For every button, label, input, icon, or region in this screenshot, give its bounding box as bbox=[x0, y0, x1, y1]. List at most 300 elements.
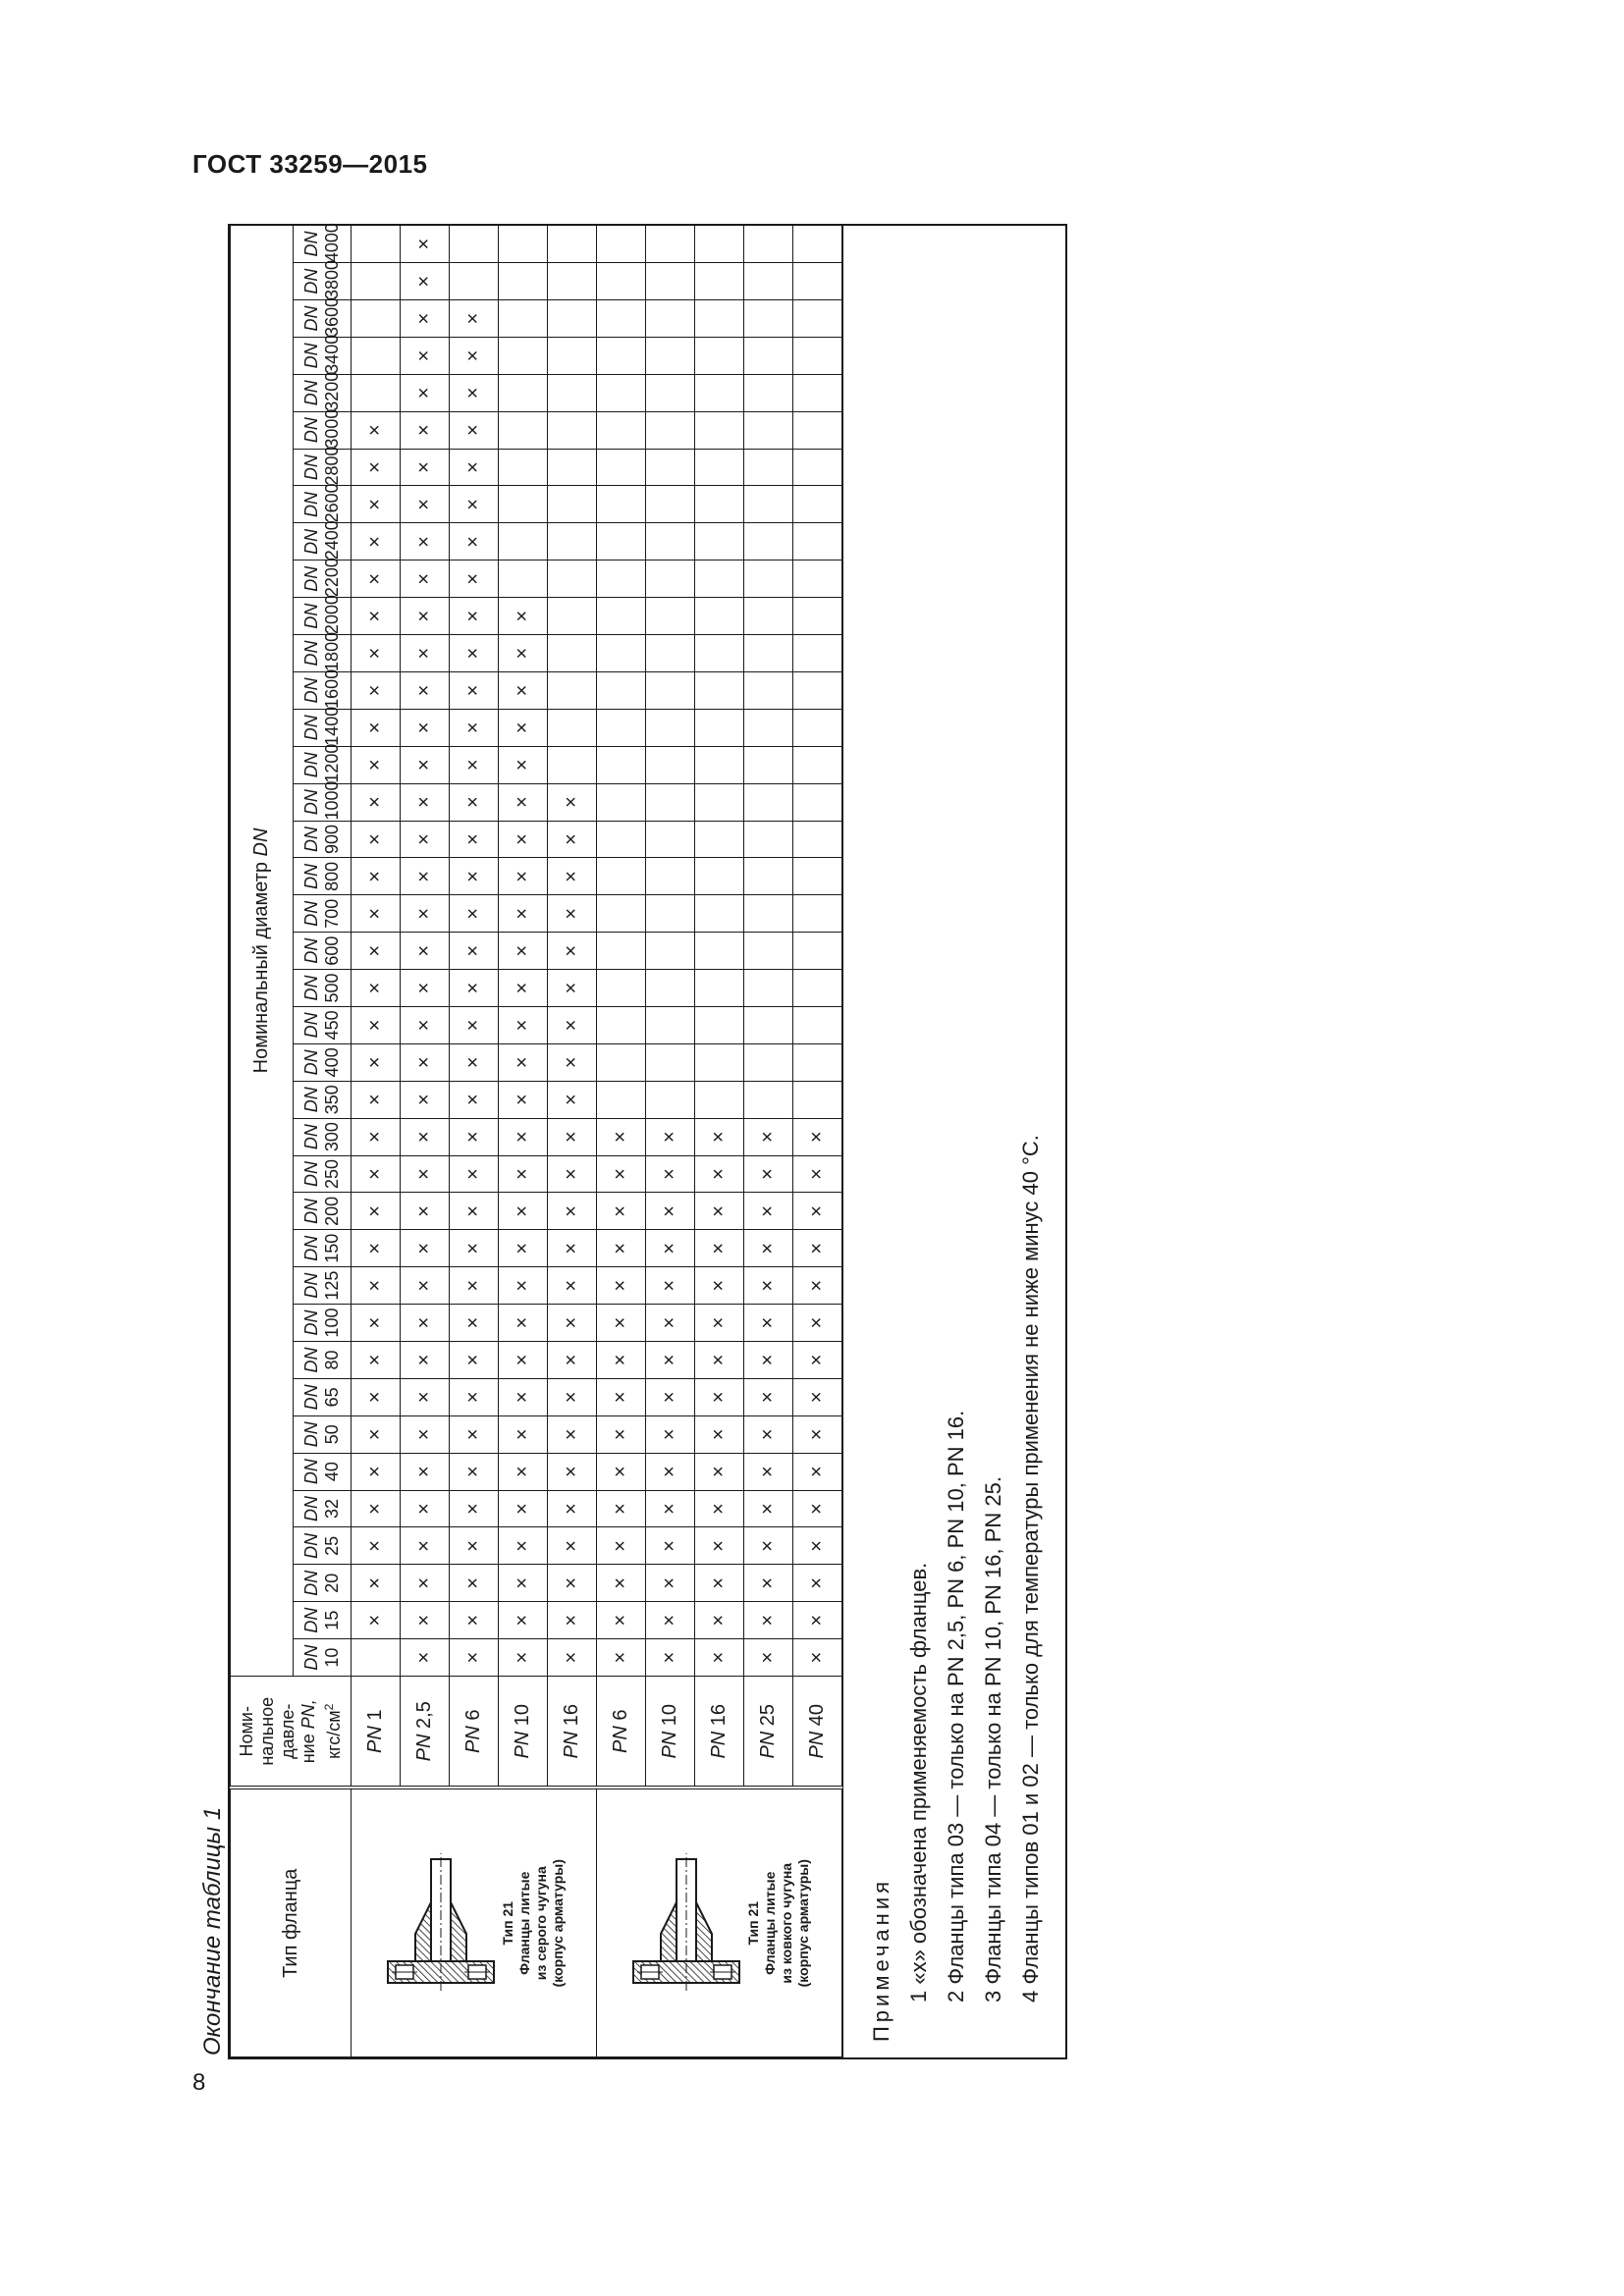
applicability-cell bbox=[646, 561, 695, 598]
applicability-cell: × bbox=[695, 1305, 744, 1342]
applicability-cell: × bbox=[793, 1378, 842, 1415]
dn-value: 3400 bbox=[321, 334, 342, 374]
pn-value: 16 bbox=[708, 1703, 730, 1727]
applicability-cell: × bbox=[450, 374, 499, 411]
applicability-cell: × bbox=[352, 1155, 401, 1193]
applicability-cell bbox=[744, 1081, 793, 1118]
applicability-cell bbox=[744, 970, 793, 1007]
dn-value: 700 bbox=[321, 898, 342, 929]
dn-header-3400 bbox=[293, 334, 351, 374]
applicability-cell bbox=[793, 337, 842, 374]
applicability-cell bbox=[793, 300, 842, 338]
applicability-cell: × bbox=[401, 1565, 450, 1602]
dn-value: 3000 bbox=[321, 408, 342, 449]
dn-header-2000 bbox=[293, 595, 351, 635]
dn-value: 25 bbox=[321, 1535, 342, 1556]
dn-value: 200 bbox=[321, 1196, 342, 1226]
applicability-cell: × bbox=[352, 1193, 401, 1230]
note-item: 2 Фланцы типа 03 — только на PN 2,5, PN 6, PN 10, PN 16. bbox=[944, 1410, 968, 2002]
applicability-cell bbox=[646, 300, 695, 338]
applicability-cell: × bbox=[548, 1006, 597, 1043]
dn-header-1600 bbox=[293, 668, 351, 709]
applicability-cell: × bbox=[548, 821, 597, 858]
dn-prefix: DN bbox=[300, 1459, 321, 1485]
dn-prefix: DN bbox=[300, 1160, 321, 1187]
dn-value: 450 bbox=[321, 1010, 342, 1041]
applicability-cell bbox=[793, 449, 842, 486]
applicability-cell: × bbox=[352, 1378, 401, 1415]
flange-caption-line: Фланцы литые bbox=[515, 1871, 532, 1975]
dn-header-65 bbox=[293, 1378, 351, 1415]
flange-section-icon bbox=[627, 1849, 745, 1997]
applicability-cell: × bbox=[793, 1527, 842, 1565]
applicability-cell: × bbox=[646, 1453, 695, 1490]
table-row bbox=[744, 225, 793, 2056]
applicability-cell: × bbox=[401, 1230, 450, 1267]
applicability-cell bbox=[744, 523, 793, 561]
applicability-cell: × bbox=[450, 1378, 499, 1415]
applicability-cell: × bbox=[401, 709, 450, 746]
applicability-cell: × bbox=[450, 1527, 499, 1565]
applicability-cell: × bbox=[352, 746, 401, 783]
applicability-cell: × bbox=[401, 1267, 450, 1305]
applicability-cell bbox=[646, 671, 695, 709]
dn-prefix: DN bbox=[300, 1347, 321, 1373]
applicability-cell: × bbox=[499, 895, 548, 933]
applicability-cell bbox=[793, 374, 842, 411]
applicability-cell: × bbox=[499, 598, 548, 635]
applicability-cell: × bbox=[548, 1230, 597, 1267]
pn-value: 10 bbox=[659, 1703, 680, 1727]
pn-value: 16 bbox=[561, 1703, 582, 1727]
applicability-cell bbox=[695, 1081, 744, 1118]
applicability-cell: × bbox=[548, 895, 597, 933]
applicability-cell: × bbox=[352, 1453, 401, 1490]
pn-value: 2,5 bbox=[413, 1701, 435, 1729]
applicability-cell bbox=[695, 263, 744, 300]
applicability-cell: × bbox=[450, 783, 499, 821]
applicability-cell bbox=[793, 635, 842, 672]
notes-title: Примечания bbox=[869, 1877, 893, 2042]
dn-prefix: DN bbox=[300, 1644, 321, 1671]
notes-list bbox=[900, 241, 1050, 2042]
diameter-group-label: Номинальный диаметр bbox=[249, 862, 272, 1074]
applicability-cell: × bbox=[793, 1193, 842, 1230]
pressure-header bbox=[231, 1677, 352, 1789]
applicability-cell bbox=[744, 561, 793, 598]
applicability-cell: × bbox=[499, 1378, 548, 1415]
applicability-cell: × bbox=[695, 1267, 744, 1305]
pn-prefix: PN bbox=[413, 1728, 435, 1762]
dn-header-25 bbox=[293, 1527, 351, 1565]
applicability-cell: × bbox=[401, 411, 450, 449]
dn-prefix: DN bbox=[300, 900, 321, 927]
applicability-cell: × bbox=[646, 1230, 695, 1267]
applicability-cell: × bbox=[352, 449, 401, 486]
applicability-cell bbox=[352, 263, 401, 300]
dn-prefix: DN bbox=[300, 1309, 321, 1336]
dn-prefix: DN bbox=[300, 1272, 321, 1299]
flange-caption-line: Тип 21 bbox=[744, 1900, 761, 1946]
dn-prefix: DN bbox=[300, 1012, 321, 1039]
dn-header-800 bbox=[293, 858, 351, 895]
dn-value: 600 bbox=[321, 935, 342, 966]
applicability-cell: × bbox=[499, 933, 548, 970]
dn-prefix: DN bbox=[300, 789, 321, 816]
applicability-cell bbox=[646, 1043, 695, 1081]
applicability-cell: × bbox=[646, 1639, 695, 1677]
applicability-cell: × bbox=[597, 1490, 646, 1527]
applicability-cell: × bbox=[695, 1118, 744, 1155]
dn-header-3000 bbox=[293, 408, 351, 449]
applicability-cell bbox=[744, 635, 793, 672]
applicability-cell: × bbox=[352, 821, 401, 858]
applicability-cell: × bbox=[548, 858, 597, 895]
applicability-cell: × bbox=[450, 561, 499, 598]
dn-prefix: DN bbox=[300, 1532, 321, 1559]
page-number: 8 bbox=[192, 2069, 206, 2096]
applicability-cell: × bbox=[499, 1006, 548, 1043]
dn-header-1200 bbox=[293, 743, 351, 783]
dn-value: 2800 bbox=[321, 446, 342, 486]
pressure-header-unit: кгс/$см^2$ bbox=[322, 1703, 344, 1759]
applicability-cell: × bbox=[499, 1565, 548, 1602]
applicability-cell: × bbox=[352, 783, 401, 821]
applicability-cell: × bbox=[401, 821, 450, 858]
dn-prefix: DN bbox=[300, 454, 321, 481]
applicability-cell: × bbox=[499, 1043, 548, 1081]
applicability-cell bbox=[744, 263, 793, 300]
applicability-cell: × bbox=[744, 1230, 793, 1267]
applicability-cell bbox=[793, 523, 842, 561]
applicability-cell: × bbox=[548, 1453, 597, 1490]
pressure-header-pn: PN, bbox=[298, 1699, 318, 1730]
applicability-cell bbox=[597, 598, 646, 635]
applicability-cell bbox=[793, 1043, 842, 1081]
dn-header-700 bbox=[293, 895, 351, 933]
applicability-cell: × bbox=[450, 1305, 499, 1342]
applicability-cell bbox=[744, 486, 793, 523]
table-row bbox=[548, 225, 597, 2056]
applicability-cell: × bbox=[450, 1639, 499, 1677]
rotated-table-block bbox=[198, 223, 1067, 2061]
dn-value: 4000 bbox=[321, 223, 342, 263]
applicability-cell: × bbox=[548, 1527, 597, 1565]
pressure-cell bbox=[401, 1677, 450, 1789]
dn-value: 1400 bbox=[321, 706, 342, 746]
applicability-cell: × bbox=[744, 1490, 793, 1527]
applicability-cell: × bbox=[450, 1118, 499, 1155]
dn-header-125 bbox=[293, 1267, 351, 1305]
applicability-cell: × bbox=[499, 1415, 548, 1453]
applicability-cell: × bbox=[450, 449, 499, 486]
pn-prefix: PN bbox=[757, 1726, 779, 1759]
applicability-cell: × bbox=[548, 1193, 597, 1230]
applicability-cell bbox=[744, 895, 793, 933]
dn-header-100 bbox=[293, 1305, 351, 1342]
applicability-cell: × bbox=[401, 1043, 450, 1081]
pn-prefix: PN bbox=[610, 1720, 631, 1753]
dn-value: 350 bbox=[321, 1085, 342, 1115]
note-item: 1 «х» обозначена применяемость фланцев. bbox=[906, 1562, 931, 2002]
pressure-header-line-1: Номи- bbox=[237, 1706, 256, 1757]
applicability-cell bbox=[695, 300, 744, 338]
applicability-cell bbox=[646, 449, 695, 486]
applicability-cell: × bbox=[695, 1602, 744, 1639]
applicability-cell: × bbox=[450, 933, 499, 970]
applicability-cell: × bbox=[450, 858, 499, 895]
applicability-cell bbox=[597, 895, 646, 933]
dn-prefix: DN bbox=[300, 1570, 321, 1596]
dn-prefix: DN bbox=[300, 975, 321, 1001]
dn-header-400 bbox=[293, 1043, 351, 1081]
applicability-cell bbox=[597, 709, 646, 746]
applicability-cell: × bbox=[695, 1453, 744, 1490]
dn-prefix: DN bbox=[300, 231, 321, 257]
applicability-cell bbox=[744, 1043, 793, 1081]
applicability-cell bbox=[499, 486, 548, 523]
applicability-cell: × bbox=[695, 1341, 744, 1378]
dn-prefix: DN bbox=[300, 1496, 321, 1522]
applicability-cell: × bbox=[401, 1341, 450, 1378]
applicability-cell bbox=[793, 598, 842, 635]
applicability-cell: × bbox=[352, 486, 401, 523]
applicability-cell bbox=[793, 263, 842, 300]
applicability-cell: × bbox=[499, 1602, 548, 1639]
applicability-cell: × bbox=[352, 1267, 401, 1305]
applicability-cell bbox=[548, 561, 597, 598]
applicability-cell: × bbox=[744, 1305, 793, 1342]
applicability-cell: × bbox=[744, 1415, 793, 1453]
applicability-cell: × bbox=[499, 671, 548, 709]
applicability-cell bbox=[597, 970, 646, 1007]
applicability-cell: × bbox=[548, 933, 597, 970]
applicability-cell bbox=[548, 449, 597, 486]
applicability-cell: × bbox=[401, 374, 450, 411]
applicability-cell bbox=[646, 746, 695, 783]
pressure-cell bbox=[499, 1677, 548, 1789]
dn-value: 3600 bbox=[321, 296, 342, 337]
applicability-cell: × bbox=[646, 1415, 695, 1453]
applicability-cell bbox=[548, 263, 597, 300]
applicability-cell bbox=[695, 746, 744, 783]
table-row bbox=[450, 225, 499, 2056]
applicability-cell bbox=[793, 1081, 842, 1118]
dn-value: 3800 bbox=[321, 260, 342, 300]
applicability-cell: × bbox=[499, 746, 548, 783]
applicability-cell: × bbox=[401, 598, 450, 635]
pressure-cell bbox=[450, 1677, 499, 1789]
applicability-cell: × bbox=[450, 746, 499, 783]
applicability-cell bbox=[695, 561, 744, 598]
applicability-cell: × bbox=[450, 598, 499, 635]
applicability-cell: × bbox=[744, 1565, 793, 1602]
applicability-cell: × bbox=[793, 1453, 842, 1490]
applicability-cell bbox=[548, 523, 597, 561]
applicability-cell bbox=[597, 1006, 646, 1043]
applicability-cell: × bbox=[450, 970, 499, 1007]
applicability-cell: × bbox=[450, 1081, 499, 1118]
dn-header-900 bbox=[293, 821, 351, 858]
notes-block bbox=[842, 226, 1065, 2057]
applicability-cell bbox=[793, 783, 842, 821]
applicability-cell: × bbox=[597, 1193, 646, 1230]
applicability-cell bbox=[646, 783, 695, 821]
dn-prefix: DN bbox=[300, 1607, 321, 1633]
applicability-cell: × bbox=[548, 783, 597, 821]
dn-header-1800 bbox=[293, 631, 351, 672]
applicability-cell bbox=[744, 858, 793, 895]
applicability-cell: × bbox=[352, 1565, 401, 1602]
applicability-cell: × bbox=[548, 1267, 597, 1305]
applicability-cell bbox=[597, 300, 646, 338]
applicability-cell bbox=[597, 671, 646, 709]
applicability-cell: × bbox=[597, 1415, 646, 1453]
applicability-cell: × bbox=[597, 1230, 646, 1267]
applicability-cell bbox=[695, 783, 744, 821]
flange-caption bbox=[500, 1790, 567, 2057]
applicability-cell: × bbox=[352, 671, 401, 709]
applicability-cell: × bbox=[401, 561, 450, 598]
applicability-cell: × bbox=[450, 486, 499, 523]
applicability-cell: × bbox=[450, 300, 499, 338]
applicability-cell bbox=[793, 895, 842, 933]
applicability-cell: × bbox=[401, 1639, 450, 1677]
applicability-cell: × bbox=[499, 1639, 548, 1677]
applicability-cell: × bbox=[352, 598, 401, 635]
table-row bbox=[401, 225, 450, 2056]
flange-applicability-table bbox=[230, 225, 842, 2057]
applicability-cell bbox=[646, 933, 695, 970]
applicability-cell: × bbox=[499, 1267, 548, 1305]
applicability-cell bbox=[597, 523, 646, 561]
pn-prefix: PN bbox=[512, 1726, 533, 1759]
applicability-cell bbox=[597, 374, 646, 411]
dn-prefix: DN bbox=[300, 417, 321, 444]
dn-value: 50 bbox=[321, 1424, 342, 1445]
applicability-cell: × bbox=[401, 671, 450, 709]
applicability-cell: × bbox=[401, 1378, 450, 1415]
pressure-header-line-3: давле- bbox=[278, 1703, 298, 1759]
applicability-cell bbox=[744, 821, 793, 858]
applicability-cell: × bbox=[548, 970, 597, 1007]
dn-value: 500 bbox=[321, 973, 342, 1003]
applicability-cell: × bbox=[695, 1378, 744, 1415]
pn-value: 6 bbox=[462, 1709, 484, 1721]
applicability-cell: × bbox=[401, 1006, 450, 1043]
applicability-cell: × bbox=[450, 821, 499, 858]
applicability-cell: × bbox=[352, 1006, 401, 1043]
dn-value: 1200 bbox=[321, 743, 342, 783]
applicability-cell bbox=[695, 1043, 744, 1081]
applicability-cell bbox=[352, 300, 401, 338]
dn-value: 400 bbox=[321, 1047, 342, 1078]
applicability-cell bbox=[695, 374, 744, 411]
applicability-cell bbox=[352, 374, 401, 411]
dn-prefix: DN bbox=[300, 1235, 321, 1261]
applicability-cell bbox=[548, 411, 597, 449]
applicability-cell: × bbox=[597, 1453, 646, 1490]
applicability-cell: × bbox=[401, 523, 450, 561]
applicability-cell bbox=[793, 970, 842, 1007]
applicability-cell bbox=[744, 337, 793, 374]
applicability-cell: × bbox=[548, 1305, 597, 1342]
dn-header-32 bbox=[293, 1490, 351, 1527]
applicability-cell: × bbox=[548, 1155, 597, 1193]
applicability-cell: × bbox=[646, 1378, 695, 1415]
applicability-cell bbox=[646, 523, 695, 561]
applicability-cell bbox=[793, 1006, 842, 1043]
applicability-cell: × bbox=[695, 1639, 744, 1677]
applicability-cell: × bbox=[352, 411, 401, 449]
applicability-cell bbox=[793, 411, 842, 449]
applicability-cell bbox=[744, 411, 793, 449]
applicability-cell bbox=[597, 263, 646, 300]
applicability-cell: × bbox=[401, 1155, 450, 1193]
applicability-cell: × bbox=[499, 1155, 548, 1193]
applicability-cell: × bbox=[744, 1378, 793, 1415]
applicability-cell: × bbox=[548, 1341, 597, 1378]
applicability-cell: × bbox=[401, 1490, 450, 1527]
dn-header-2600 bbox=[293, 483, 351, 523]
dn-value: 250 bbox=[321, 1158, 342, 1189]
applicability-cell bbox=[548, 374, 597, 411]
pn-prefix: PN bbox=[462, 1720, 484, 1753]
applicability-cell bbox=[450, 263, 499, 300]
dn-header-2400 bbox=[293, 520, 351, 561]
applicability-cell: × bbox=[548, 1639, 597, 1677]
applicability-cell bbox=[352, 225, 401, 262]
applicability-cell: × bbox=[744, 1155, 793, 1193]
applicability-cell bbox=[597, 337, 646, 374]
applicability-cell bbox=[646, 374, 695, 411]
applicability-cell bbox=[450, 225, 499, 262]
pn-prefix: PN bbox=[561, 1726, 582, 1759]
applicability-cell: × bbox=[744, 1453, 793, 1490]
applicability-cell: × bbox=[401, 858, 450, 895]
flange-caption-line: Фланцы литые bbox=[761, 1871, 778, 1975]
applicability-cell: × bbox=[499, 1341, 548, 1378]
applicability-cell: × bbox=[450, 337, 499, 374]
applicability-cell: × bbox=[597, 1118, 646, 1155]
applicability-cell bbox=[793, 933, 842, 970]
pressure-cell bbox=[548, 1677, 597, 1789]
table-caption: Окончание таблицы 1 bbox=[199, 1806, 226, 2056]
dn-header-20 bbox=[293, 1565, 351, 1602]
flange-type-cell bbox=[597, 1789, 842, 2057]
applicability-cell bbox=[744, 598, 793, 635]
applicability-cell: × bbox=[793, 1490, 842, 1527]
dn-header-500 bbox=[293, 970, 351, 1007]
applicability-cell: × bbox=[401, 746, 450, 783]
dn-value: 1800 bbox=[321, 631, 342, 671]
applicability-cell bbox=[597, 449, 646, 486]
dn-prefix: DN bbox=[300, 380, 321, 406]
applicability-cell: × bbox=[499, 1527, 548, 1565]
dn-prefix: DN bbox=[300, 1124, 321, 1150]
applicability-cell: × bbox=[450, 1415, 499, 1453]
dn-header-40 bbox=[293, 1453, 351, 1490]
applicability-cell bbox=[597, 225, 646, 262]
applicability-cell: × bbox=[793, 1230, 842, 1267]
dn-header-10 bbox=[293, 1639, 351, 1677]
dn-prefix: DN bbox=[300, 752, 321, 778]
applicability-cell: × bbox=[401, 1118, 450, 1155]
document-code: ГОСТ 33259—2015 bbox=[192, 149, 428, 179]
applicability-cell: × bbox=[646, 1527, 695, 1565]
applicability-cell: × bbox=[695, 1155, 744, 1193]
note-item: 3 Фланцы типа 04 — только на PN 10, PN 16, PN 25. bbox=[981, 1475, 1005, 2002]
